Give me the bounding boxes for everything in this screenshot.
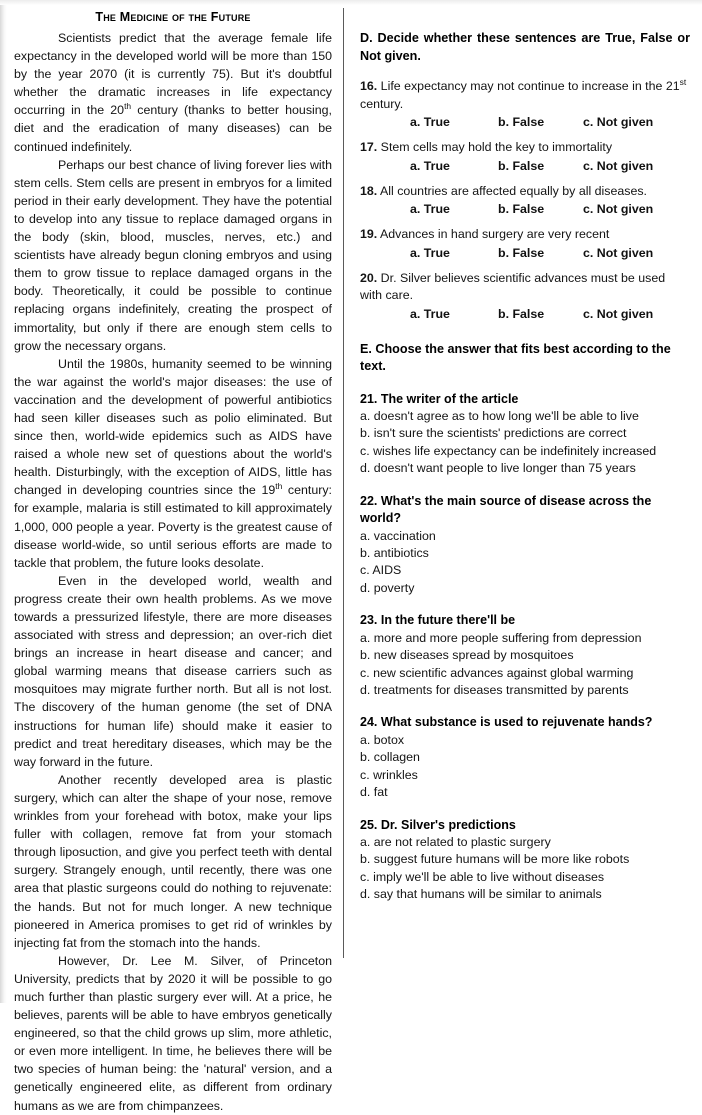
question-18-options [360, 202, 690, 216]
question-16-body: Life expectancy may not continue to increase in the 21st century. [360, 76, 687, 111]
option-true[interactable]: a. True [410, 115, 450, 129]
question-19-text [360, 226, 690, 244]
question-spacer [360, 699, 690, 714]
question-16-number: 16. [360, 79, 378, 93]
option-false[interactable]: b. False [498, 115, 545, 129]
column-divider [343, 8, 344, 958]
question-23-option-b[interactable]: b. new diseases spread by mosquitoes [360, 648, 574, 663]
question-21-option-a[interactable]: a. doesn't agree as to how long we'll be able to live [360, 409, 639, 423]
question-spacer [360, 478, 690, 493]
section-spacer [360, 321, 690, 341]
question-17-number: 17. [360, 140, 378, 154]
question-17-options [360, 159, 690, 173]
question-24-stem: 24. What substance is used to rejuvenate hands? [360, 715, 653, 730]
question-18-text [360, 183, 690, 201]
question-23-stem: 23. In the future there'll be [360, 613, 516, 628]
question-18-body: All countries are affected equally by all diseases. [377, 183, 648, 198]
question-22-option-c[interactable]: c. AIDS [360, 563, 402, 578]
question-25-option-d[interactable]: d. say that humans will be similar to animals [360, 887, 602, 902]
question-24-option-b[interactable]: b. collagen [360, 750, 420, 765]
question-19-body: Advances in hand surgery are very recent [377, 227, 610, 241]
exercises-column [360, 30, 690, 904]
question-16-options [360, 115, 690, 129]
question-spacer [360, 802, 690, 817]
question-20-body: Dr. Silver believes scientific advances must be used with care. [360, 270, 666, 302]
question-24 [360, 714, 690, 801]
question-21 [360, 391, 690, 478]
question-20-options [360, 307, 690, 321]
option-not-given[interactable]: c. Not given [583, 158, 654, 173]
article-body [14, 29, 332, 1115]
question-24-option-c[interactable]: c. wrinkles [360, 767, 418, 782]
question-25 [360, 817, 690, 904]
section-d-heading: D. Decide whether these sentences are True, False or Not given. [360, 31, 690, 63]
question-18-number: 18. [360, 183, 378, 198]
article-paragraph: Until the 1980s, humanity seemed to be winning the war against the world's major diseases: the use of vaccination and the development of powerful antibiotics had seen killer diseases such as polio eliminated. But since then, world-wide epidemics such as AIDS have raised a whole new set of questions about the world's health. Disturbingly, with the exception of AIDS, little has changed in developing countries since the 19th century: for example, malaria is still estimated to kill approximately 1,000, 000 people a year. Poverty is the greatest cause of disease world-wide, so until serious efforts are made to tackle that problem, the future looks desolate. [14, 356, 332, 570]
question-20-number: 20. [360, 270, 378, 285]
question-21-option-d[interactable]: d. doesn't want people to live longer than 75 years [360, 461, 636, 476]
question-24-option-a[interactable]: a. botox [360, 732, 405, 747]
question-21-stem: 21. The writer of the article [360, 391, 519, 406]
question-22-option-b[interactable]: b. antibiotics [360, 546, 429, 561]
option-true[interactable]: a. True [410, 245, 450, 260]
article-paragraph: Scientists predict that the average female life expectancy in the developed world will be more than 150 by the year 2070 (it is currently 75). But it's doubtful whether the dramatic increases in life expectancy occurring in the 20th century (thanks to better housing, diet and the eradication of many diseases) can be continued indefinitely. [14, 31, 332, 154]
question-spacer [360, 597, 690, 612]
option-not-given[interactable]: c. Not given [583, 306, 654, 321]
question-19 [360, 226, 690, 260]
question-20-text [360, 270, 690, 305]
option-false[interactable]: b. False [498, 202, 545, 216]
question-22-option-d[interactable]: d. poverty [360, 580, 415, 595]
option-false[interactable]: b. False [498, 306, 545, 321]
question-19-number: 19. [360, 227, 378, 241]
question-25-option-c[interactable]: c. imply we'll be able to live without diseases [360, 869, 605, 884]
question-17-body: Stem cells may hold the key to immortality [377, 140, 613, 154]
question-20 [360, 270, 690, 321]
question-24-option-d[interactable]: d. fat [360, 785, 388, 800]
question-16-text [360, 78, 690, 113]
question-16 [360, 78, 690, 129]
section-e-heading: E. Choose the answer that fits best according to the text. [360, 341, 671, 373]
option-not-given[interactable]: c. Not given [583, 115, 654, 129]
section-spacer [360, 376, 690, 391]
question-22-option-a[interactable]: a. vaccination [360, 528, 436, 543]
option-true[interactable]: a. True [410, 158, 450, 173]
question-22 [360, 493, 690, 598]
option-true[interactable]: a. True [410, 306, 450, 321]
option-not-given[interactable]: c. Not given [583, 245, 654, 260]
question-23-option-c[interactable]: c. new scientific advances against global warming [360, 665, 634, 680]
question-25-stem: 25. Dr. Silver's predictions [360, 817, 516, 832]
article-title: The Medicine of the Future [95, 10, 251, 24]
option-false[interactable]: b. False [498, 158, 545, 173]
question-18 [360, 183, 690, 217]
question-25-option-b[interactable]: b. suggest future humans will be more like robots [360, 852, 630, 867]
article-paragraph: However, Dr. Lee M. Silver, of Princeton University, predicts that by 2020 it will be possible to go much further than plastic surgery ever will. At a price, he believes, parents will be able to have embryos genetically engineered, so that the child grows up slim, more athletic, or even more intelligent. In time, he believes there will be two species of human being: the 'natural' version, and a genetically engineered elite, as different from ordinary humans as we are from chimpanzees. [14, 953, 332, 1113]
option-not-given[interactable]: c. Not given [583, 202, 654, 216]
question-17 [360, 139, 690, 173]
option-true[interactable]: a. True [410, 202, 450, 216]
question-19-options [360, 246, 690, 260]
option-false[interactable]: b. False [498, 245, 545, 260]
question-25-option-a[interactable]: a. are not related to plastic surgery [360, 835, 551, 849]
reading-passage-column [14, 10, 332, 1115]
question-23-option-a[interactable]: a. more and more people suffering from depression [360, 630, 642, 645]
question-21-option-b[interactable]: b. isn't sure the scientists' predictions are correct [360, 426, 627, 441]
question-22-stem: 22. What's the main source of disease across the world? [360, 493, 652, 526]
question-23 [360, 612, 690, 699]
question-23-option-d[interactable]: d. treatments for diseases transmitted by parents [360, 682, 629, 697]
article-paragraph: Even in the developed world, wealth and progress create their own health problems. As we move towards a pressurized lifestyle, there are more diseases associated with stress and depression; an over-rich diet brings an increase in heart disease and cancer; and global warming means that disease carriers such as mosquitoes may migrate further north. But all is not lost. The discovery of the human genome (the set of DNA instructions for human life) should make it easier to predict and treat hereditary diseases, which may be the way forward in the future. [14, 573, 332, 769]
question-21-option-c[interactable]: c. wishes life expectancy can be indefinitely increased [360, 443, 657, 458]
article-paragraph: Perhaps our best chance of living forever lies with stem cells. Stem cells are present in embryos for a limited period in their early development. They have the potential to develop into any tissue to replace damaged organs in the body (skin, blood, muscles, nerves, etc.) and scientists have already begun cloning embryos and using them to grow tissue to replace damaged organs in the body. Theoretically, it could be possible to continue replacing organs indefinitely, creating the prospect of immortality, but only if there are enough stem cells to grow the necessary organs. [14, 157, 332, 353]
question-17-text [360, 139, 690, 157]
article-paragraph: Another recently developed area is plastic surgery, which can alter the shape of your nose, remove wrinkles from your forehead with botox, make your lips fuller with collagen, remove fat from your stomach through liposuction, and give you perfect teeth with dental surgery. Strangely enough, until recently, there was one area that plastic surgeons could do nothing to rejuvenate: the hands. But not for much longer. A new technique pioneered in America promises to get rid of wrinkles by injecting fat from the stomach into the hands. [14, 772, 332, 950]
